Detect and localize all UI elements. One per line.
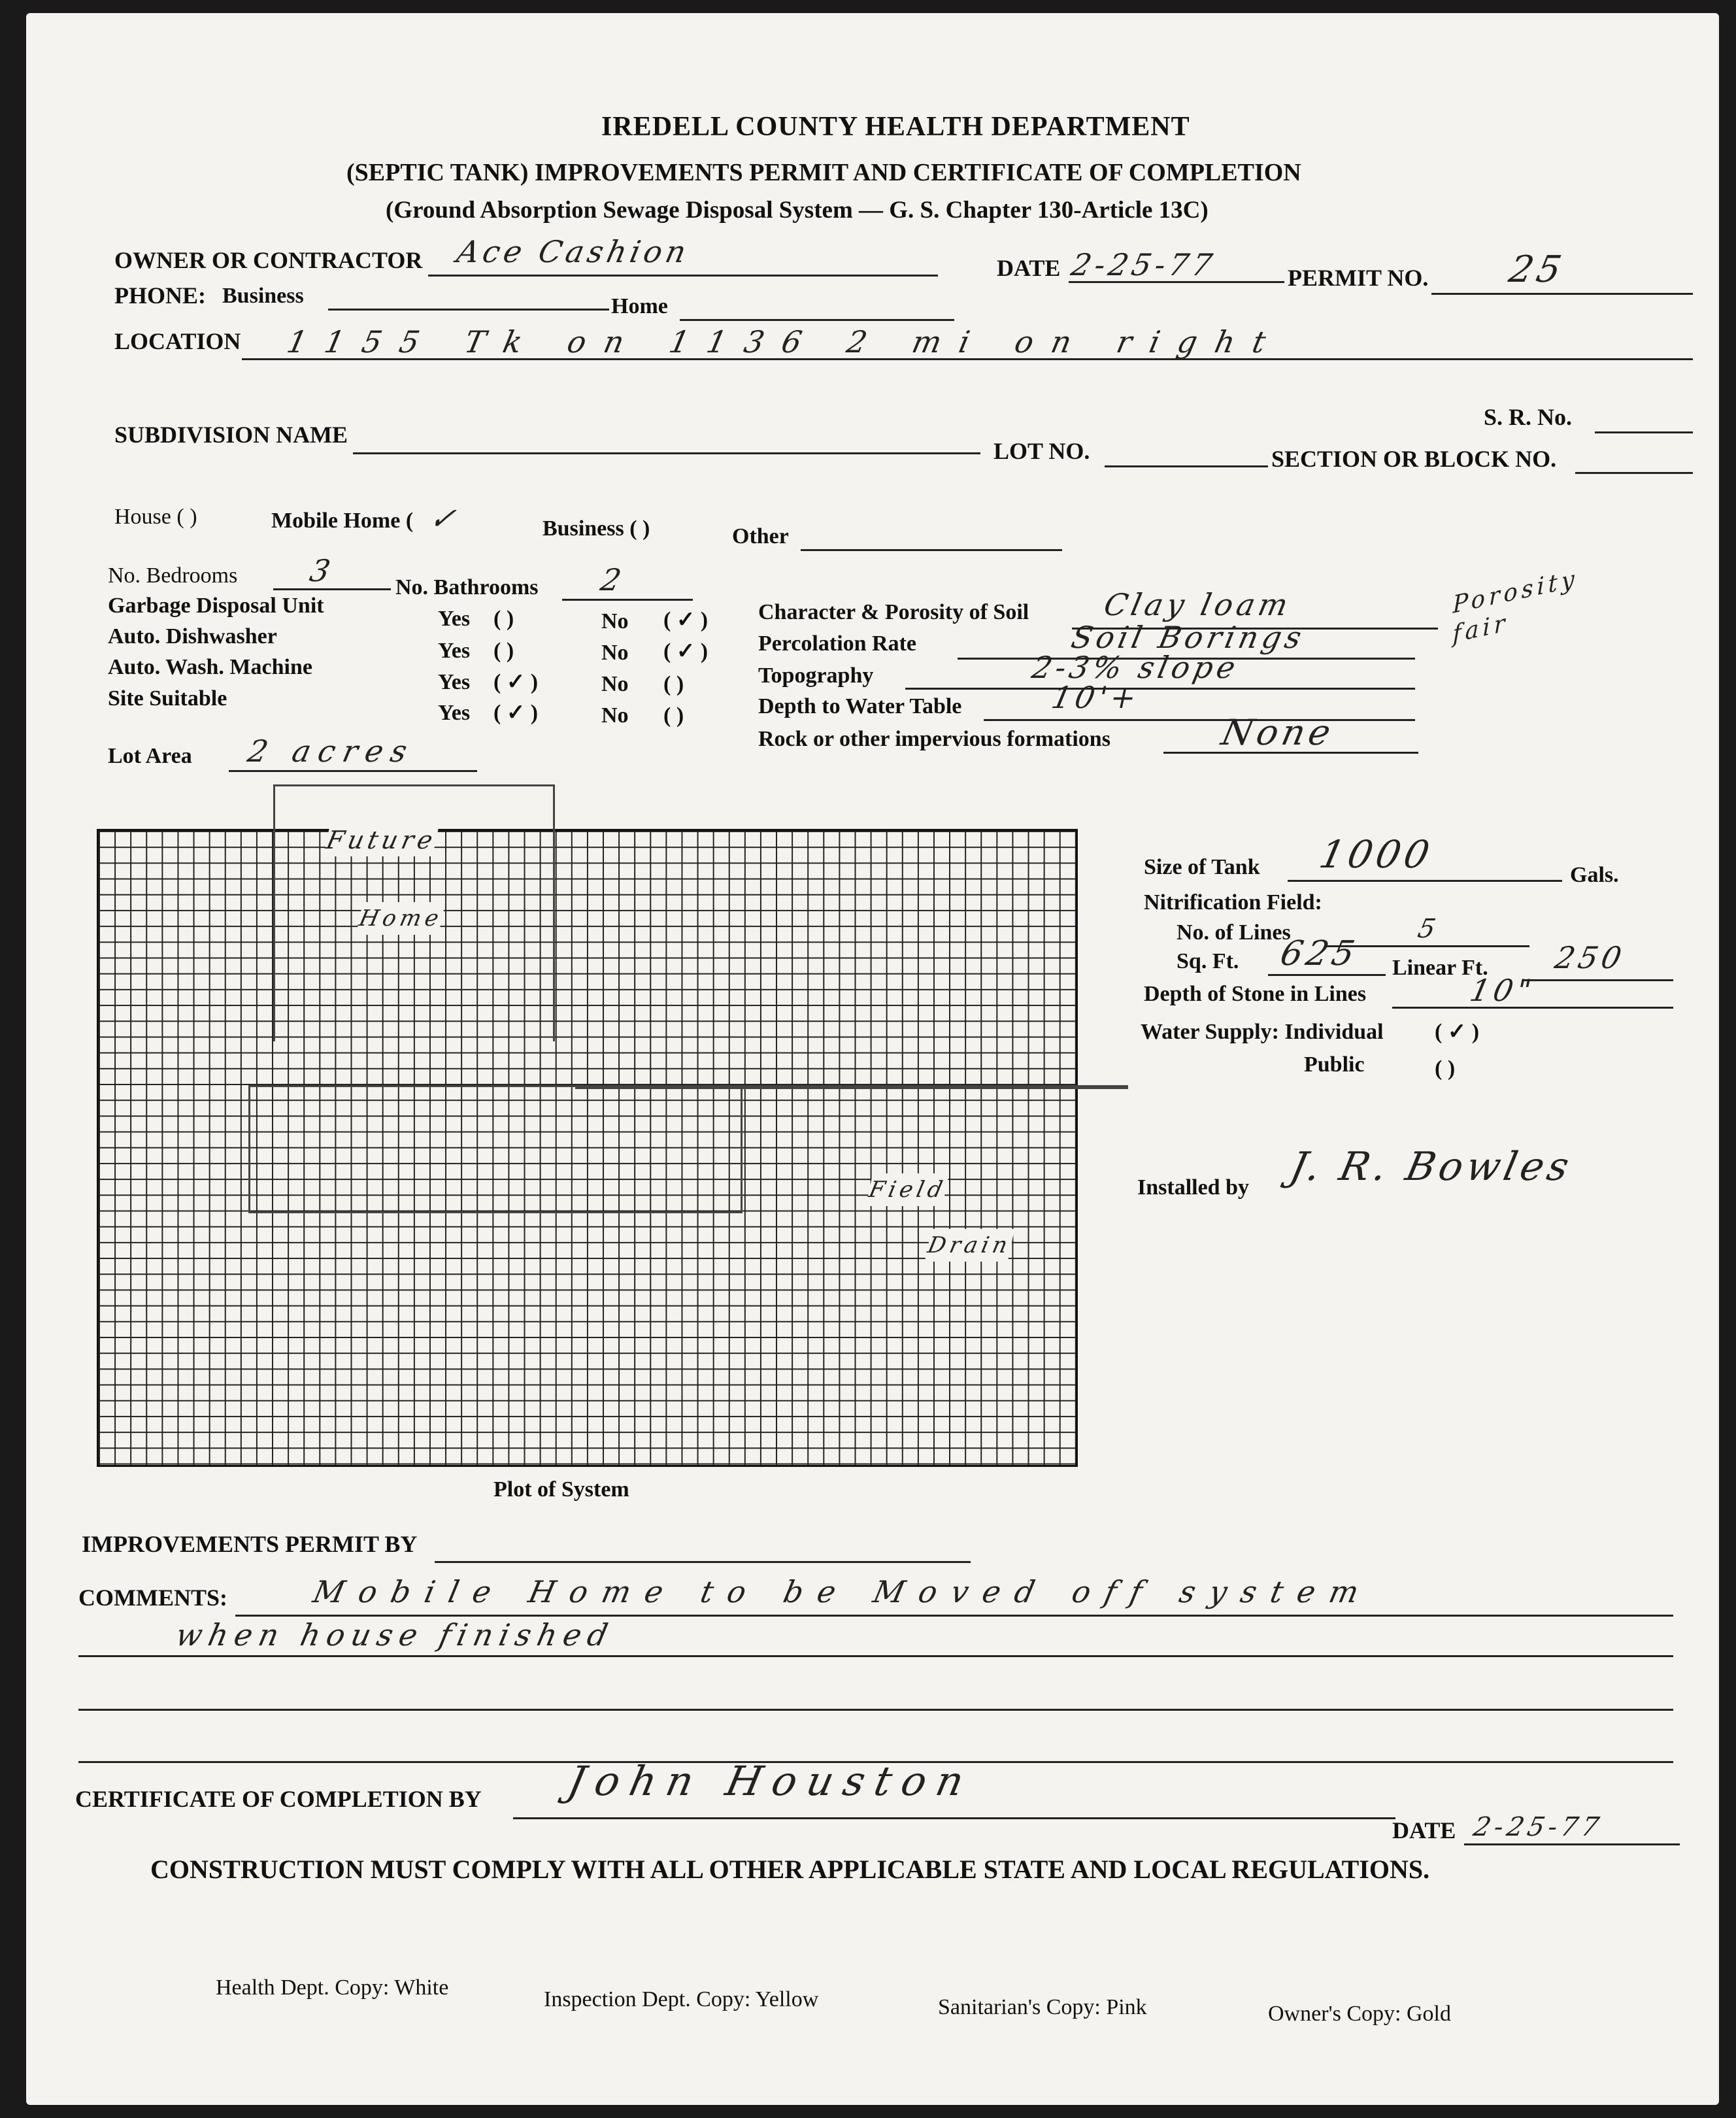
dishwasher-yes: Yes: [438, 639, 471, 663]
bathrooms-label: No. Bathrooms: [395, 575, 539, 599]
bathrooms-line: [562, 599, 693, 601]
phone-home-label: Home: [611, 294, 668, 318]
sketch-field-lines: [575, 1085, 1128, 1089]
certificate-date-label: DATE: [1392, 1817, 1456, 1843]
site-no-box: ( ): [663, 703, 684, 728]
washer-yes-box: ( ✓ ): [493, 670, 539, 694]
washer-yes: Yes: [438, 670, 471, 694]
water-public-box: ( ): [1435, 1056, 1456, 1081]
permit-by-line: [435, 1561, 971, 1563]
phone-label: PHONE:: [114, 282, 206, 309]
site-yes: Yes: [438, 701, 471, 725]
sketch-house-outline: [248, 1085, 743, 1213]
garbage-label: Garbage Disposal Unit: [108, 594, 324, 618]
permit-by-label: IMPROVEMENTS PERMIT BY: [82, 1531, 418, 1557]
certificate-date-value: 2-25-77: [1471, 1812, 1606, 1842]
location-label: LOCATION: [114, 328, 241, 354]
house-option: House ( ): [114, 505, 197, 529]
bedrooms-value: 3: [307, 553, 338, 588]
business-option: Business ( ): [542, 516, 650, 541]
site-yes-box: ( ✓ ): [493, 701, 539, 725]
subdivision-label: SUBDIVISION NAME: [114, 422, 348, 448]
certificate-label: CERTIFICATE OF COMPLETION BY: [75, 1786, 482, 1812]
phone-home-line: [680, 319, 954, 321]
permit-value: 25: [1505, 248, 1569, 291]
subdivision-line: [353, 452, 980, 454]
rock-value: None: [1218, 712, 1339, 753]
lot-area-value: 2 acres: [244, 733, 418, 769]
form-subtitle: (Ground Absorption Sewage Disposal System — G. S. Chapter 130-Article 13C): [386, 197, 1209, 224]
certificate-line: [513, 1817, 1395, 1819]
topography-value: 2-3% slope: [1029, 650, 1243, 685]
tank-gals-label: Gals.: [1570, 863, 1619, 887]
date-label: DATE: [997, 255, 1061, 281]
site-no: No: [601, 703, 629, 728]
sqft-value: 625: [1277, 934, 1362, 973]
copy-inspection: Inspection Dept. Copy: Yellow: [544, 1987, 819, 2011]
linear-ft-label: Linear Ft.: [1392, 956, 1488, 980]
copy-health: Health Dept. Copy: White: [216, 1975, 449, 2000]
perc-rate-value: Soil Borings: [1068, 620, 1309, 655]
lot-no-label: LOT NO.: [993, 438, 1090, 464]
comments-line-2: [78, 1655, 1673, 1657]
section-line: [1575, 472, 1693, 474]
comments-value-2: when house finished: [173, 1617, 618, 1653]
lot-area-label: Lot Area: [108, 744, 192, 768]
garbage-yes-box: ( ): [493, 607, 514, 631]
copy-sanitarian: Sanitarian's Copy: Pink: [938, 1995, 1147, 2019]
mobile-home-option: Mobile Home (: [271, 509, 414, 533]
section-label: SECTION OR BLOCK NO.: [1271, 446, 1557, 472]
soil-porosity-value: Porosity fair: [1452, 565, 1578, 648]
linear-ft-line: [1523, 979, 1673, 981]
water-public-label: Public: [1304, 1052, 1365, 1077]
comments-value-1: Mobile Home to be Moved off system: [310, 1574, 1377, 1609]
dishwasher-yes-box: ( ): [493, 639, 514, 663]
bedrooms-label: No. Bedrooms: [108, 563, 238, 588]
soil-character-label: Character & Porosity of Soil: [758, 600, 1029, 624]
rock-label: Rock or other impervious formations: [758, 727, 1110, 751]
tank-size-label: Size of Tank: [1144, 855, 1260, 879]
sqft-label: Sq. Ft.: [1177, 949, 1239, 973]
copy-owner: Owner's Copy: Gold: [1268, 2002, 1452, 2026]
water-individual-box: ( ✓ ): [1435, 1020, 1480, 1044]
lines-value: 5: [1415, 914, 1443, 944]
phone-business-label: Business: [222, 284, 304, 308]
phone-business-line: [328, 309, 609, 311]
compliance-notice: CONSTRUCTION MUST COMPLY WITH ALL OTHER APPLICABLE STATE AND LOCAL REGULATIONS.: [150, 1855, 1430, 1884]
water-table-value: 10'+: [1048, 680, 1144, 715]
plot-note-drain: Drain: [925, 1229, 1014, 1262]
permit-label: PERMIT NO.: [1288, 265, 1429, 291]
stone-depth-line: [1392, 1007, 1673, 1009]
tank-size-line: [1288, 880, 1562, 882]
plot-note-field: Field: [866, 1173, 950, 1206]
soil-character-value: Clay loam: [1101, 587, 1295, 622]
form-title: (SEPTIC TANK) IMPROVEMENTS PERMIT AND CERTIFICATE OF COMPLETION: [346, 159, 1301, 186]
garbage-no: No: [601, 609, 629, 633]
owner-label: OWNER OR CONTRACTOR: [114, 247, 423, 273]
dishwasher-label: Auto. Dishwasher: [108, 624, 277, 648]
permit-form: [26, 13, 1719, 2105]
bathrooms-value: 2: [597, 562, 629, 597]
garbage-no-box: ( ✓ ): [663, 608, 709, 632]
certificate-value: John Houston: [563, 1757, 978, 1805]
sqft-line: [1268, 974, 1386, 976]
mobile-home-check: ✓: [426, 501, 463, 536]
plot-caption: Plot of System: [493, 1477, 629, 1502]
dishwasher-no: No: [601, 641, 629, 665]
date-value: 2-25-77: [1068, 247, 1220, 282]
water-table-line: [984, 719, 1415, 721]
bedrooms-line: [273, 588, 391, 590]
installed-by-label: Installed by: [1137, 1175, 1249, 1200]
installed-by-value: J. R. Bowles: [1286, 1144, 1577, 1190]
water-supply-label: Water Supply: Individual: [1141, 1020, 1384, 1044]
water-table-label: Depth to Water Table: [758, 694, 962, 718]
nitrification-label: Nitrification Field:: [1144, 890, 1322, 915]
garbage-yes: Yes: [438, 607, 471, 631]
lot-area-line: [229, 770, 477, 772]
comments-line-1: [235, 1615, 1673, 1617]
sr-no-label: S. R. No.: [1484, 404, 1573, 430]
washer-label: Auto. Wash. Machine: [108, 655, 312, 679]
owner-value: Ace Cashion: [454, 234, 693, 269]
lot-no-line: [1105, 465, 1268, 467]
perc-rate-label: Percolation Rate: [758, 631, 917, 656]
washer-no-box: ( ): [663, 672, 684, 696]
department-heading: IREDELL COUNTY HEALTH DEPARTMENT: [601, 112, 1190, 142]
other-line: [801, 549, 1062, 551]
comments-label: COMMENTS:: [78, 1585, 227, 1611]
tank-size-value: 1000: [1315, 832, 1437, 877]
owner-line: [428, 275, 938, 277]
lines-label: No. of Lines: [1177, 920, 1291, 945]
site-label: Site Suitable: [108, 686, 227, 711]
comments-line-3: [78, 1709, 1673, 1711]
washer-no: No: [601, 672, 629, 696]
linear-ft-value: 250: [1552, 940, 1629, 975]
sr-no-line: [1595, 431, 1693, 433]
certificate-date-line: [1464, 1843, 1680, 1845]
location-value: 1155 Tk on 1136 2 mi on right: [284, 324, 1288, 360]
stone-depth-label: Depth of Stone in Lines: [1144, 982, 1367, 1006]
plot-note-future: Future: [324, 824, 440, 856]
topography-line: [905, 688, 1415, 690]
other-option: Other: [732, 524, 789, 548]
topography-label: Topography: [758, 664, 874, 688]
permit-line: [1431, 293, 1693, 295]
plot-note-home: Home: [356, 902, 446, 935]
stone-depth-value: 10": [1467, 973, 1539, 1008]
dishwasher-no-box: ( ✓ ): [663, 639, 709, 664]
